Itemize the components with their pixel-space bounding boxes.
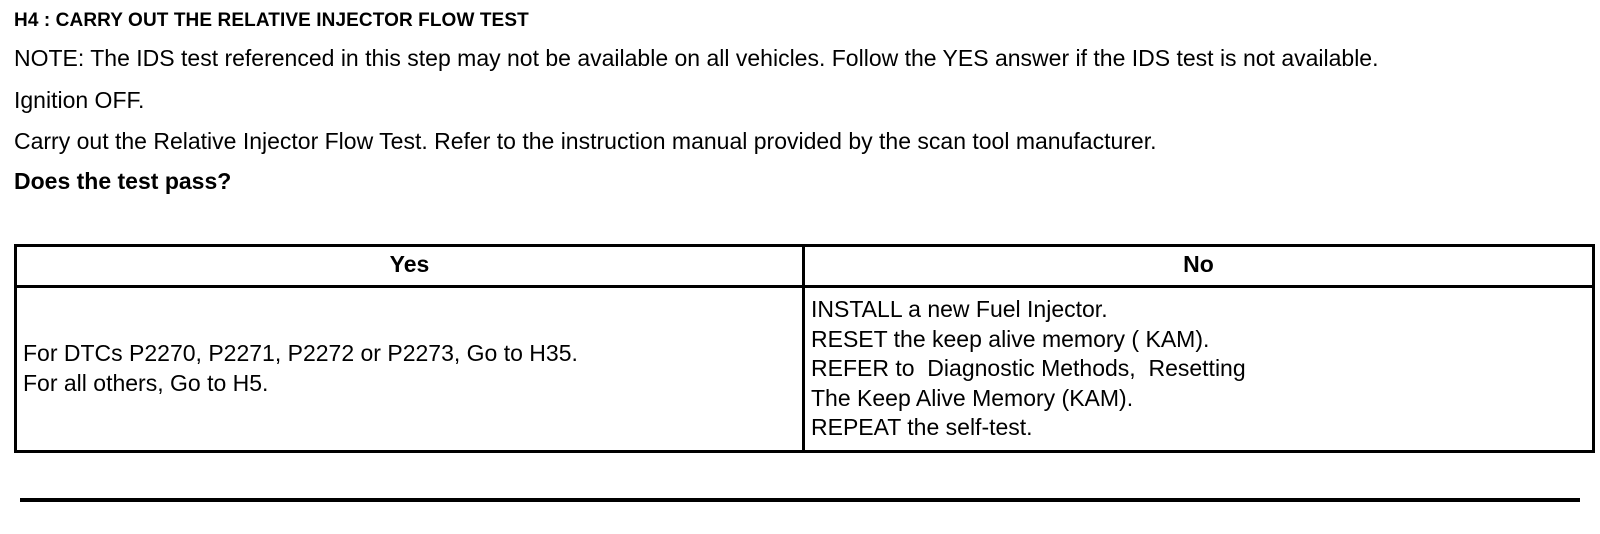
note-paragraph: NOTE: The IDS test referenced in this step may not be available on all vehicles. Follow the YES answer if the IDS test is not available. bbox=[14, 44, 1379, 71]
no-line-4: The Keep Alive Memory (KAM). bbox=[811, 384, 1134, 411]
yes-line-2: For all others, Go to H5. bbox=[23, 369, 269, 396]
no-line-3: REFER to Diagnostic Methods, Resetting bbox=[811, 355, 1246, 382]
no-line-1: INSTALL a new Fuel Injector. bbox=[811, 296, 1108, 323]
step-heading: H4 : CARRY OUT THE RELATIVE INJECTOR FLOW TEST bbox=[14, 10, 529, 31]
instruction-paragraph-2: Carry out the Relative Injector Flow Test. Refer to the instruction manual provided by the scan tool manufacturer. bbox=[14, 127, 1157, 154]
column-header-no: No bbox=[804, 246, 1594, 287]
no-answer-cell bbox=[804, 286, 1594, 451]
column-header-yes: Yes bbox=[16, 246, 804, 287]
yes-line-1: For DTCs P2270, P2271, P2272 or P2273, Go to H35. bbox=[23, 340, 578, 367]
no-line-5: REPEAT the self-test. bbox=[811, 413, 1033, 440]
instruction-paragraph-1: Ignition OFF. bbox=[14, 87, 145, 114]
yes-answer-cell bbox=[16, 286, 804, 451]
decision-table bbox=[14, 244, 1595, 453]
no-line-2: RESET the keep alive memory ( KAM). bbox=[811, 325, 1210, 352]
question-text: Does the test pass? bbox=[14, 167, 232, 194]
table-row bbox=[16, 286, 1594, 451]
bottom-divider bbox=[20, 498, 1580, 502]
table-header-row bbox=[16, 246, 1594, 287]
layout-spacer bbox=[14, 206, 1586, 236]
